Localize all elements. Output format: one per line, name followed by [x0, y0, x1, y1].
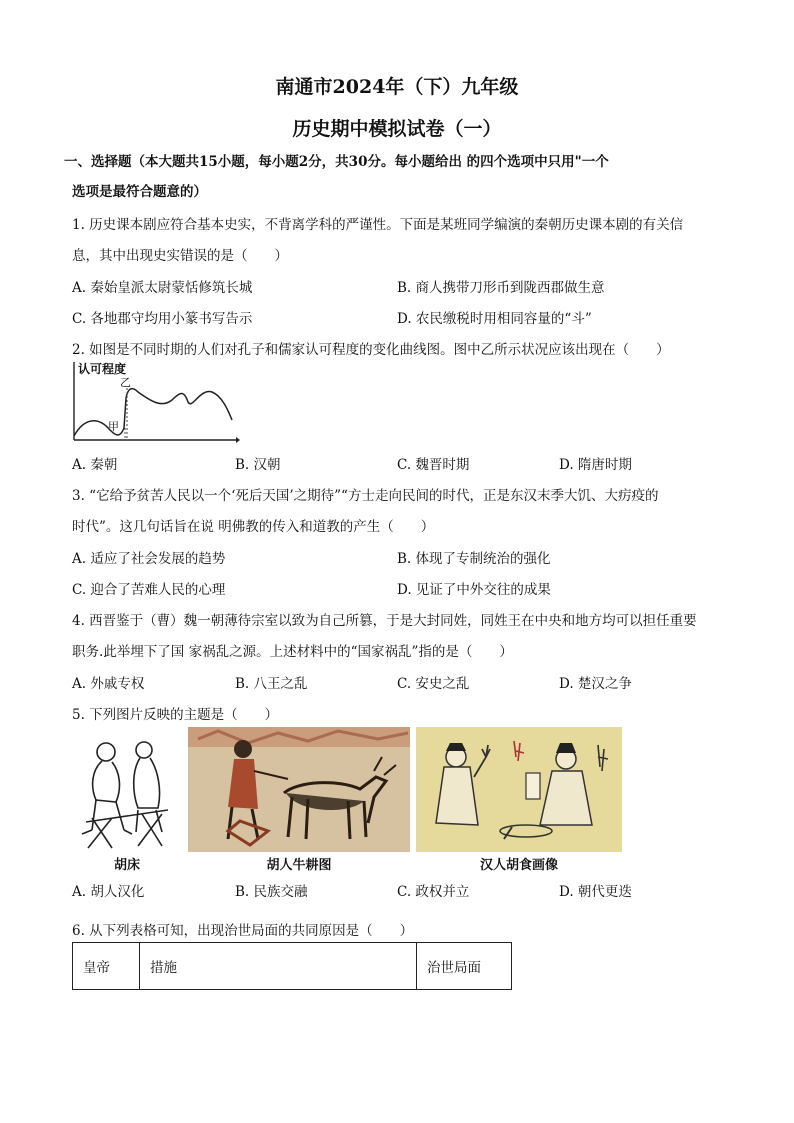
q5-caption-2: 胡人牛耕图	[266, 858, 332, 873]
q2-curve-chart	[72, 358, 240, 446]
q3-option-d: D. 见证了中外交往的成果	[397, 582, 551, 598]
han-hu-food-picture	[416, 727, 622, 852]
q4-option-a: A. 外戚专权	[72, 676, 145, 692]
q3-stem-line1: 3. “它给予贫苦人民以一个‘死后天国’之期待”“方士走向民间的时代，正是东汉末季大饥、大疠疫的	[72, 488, 659, 504]
exam-title-line1: 南通市2024年（下）九年级	[275, 76, 519, 98]
q1-stem-line2: 息，其中出现史实错误的是（ ）	[72, 248, 288, 264]
q2-option-a: A. 秦朝	[72, 457, 118, 473]
q3-option-b: B. 体现了专制统治的强化	[397, 551, 551, 567]
q3-option-a: A. 适应了社会发展的趋势	[72, 551, 226, 567]
hu-bed-picture	[72, 730, 182, 852]
q2-stem: 2. 如图是不同时期的人们对孔子和儒家认可程度的变化曲线图。图中乙所示状况应该出现在（ ）	[72, 342, 670, 358]
q3-option-c: C. 迎合了苦难人民的心理	[72, 582, 226, 598]
q1-option-a: A. 秦始皇派太尉蒙恬修筑长城	[72, 280, 253, 296]
chart-label-yi: 乙	[120, 376, 131, 389]
q4-option-d: D. 楚汉之争	[559, 676, 632, 692]
recognition-curve	[74, 389, 232, 436]
q1-option-c: C. 各地郡守均用小篆书写告示	[72, 311, 253, 327]
q5-option-a: A. 胡人汉化	[72, 884, 145, 900]
q4-stem-line2: 职务.此举埋下了国 家祸乱之源。上述材料中的“国家祸乱”指的是（ ）	[72, 644, 513, 660]
q5-option-c: C. 政权并立	[397, 884, 470, 900]
q2-option-b: B. 汉朝	[235, 457, 281, 473]
section-heading-line2: 选项是最符合题意的）	[72, 184, 207, 200]
q2-option-d: D. 隋唐时期	[559, 457, 632, 473]
q1-stem-line1: 1. 历史课本剧应符合基本史实，不背离学科的严谨性。下面是某班同学编演的秦朝历史课本剧的有关信	[72, 217, 684, 233]
q5-caption-1: 胡床	[113, 858, 140, 873]
q1-option-b: B. 商人携带刀形币到陇西郡做生意	[397, 280, 605, 296]
q1-option-d: D. 农民缴税时用相同容量的“斗”	[397, 311, 592, 327]
table-header-emperor: 皇帝	[73, 943, 140, 990]
q5-option-d: D. 朝代更迭	[559, 884, 632, 900]
table-header-row	[73, 943, 512, 990]
q5-stem: 5. 下列图片反映的主题是（ ）	[72, 707, 279, 723]
chart-label-jia: 甲	[108, 420, 119, 433]
chart-y-label: 认可程度	[78, 362, 127, 376]
table-header-prosperity: 治世局面	[417, 943, 512, 990]
q4-stem-line1: 4. 西晋鉴于（曹）魏一朝薄待宗室以致为自己所篡，于是大封同姓，同姓王在中央和地方均可以担任重要	[72, 613, 697, 629]
q4-option-b: B. 八王之乱	[235, 676, 308, 692]
exam-title-line2: 历史期中模拟试卷（一）	[292, 118, 502, 140]
q5-option-b: B. 民族交融	[235, 884, 308, 900]
q5-caption-3: 汉人胡食画像	[479, 858, 558, 873]
hu-ox-plowing-picture	[188, 727, 410, 852]
table-header-measures: 措施	[140, 943, 417, 990]
q2-option-c: C. 魏晋时期	[397, 457, 470, 473]
q6-stem: 6. 从下列表格可知，出现治世局面的共同原因是（ ）	[72, 923, 414, 939]
section-heading-line1: 一、选择题（本大题共15小题，每小题2分，共30分。每小题给出 的四个选项中只用"一个	[64, 154, 609, 170]
q3-stem-line2: 时代”。这几句话旨在说 明佛教的传入和道教的产生（ ）	[72, 519, 435, 535]
q6-table	[72, 942, 512, 990]
q4-option-c: C. 安史之乱	[397, 676, 470, 692]
